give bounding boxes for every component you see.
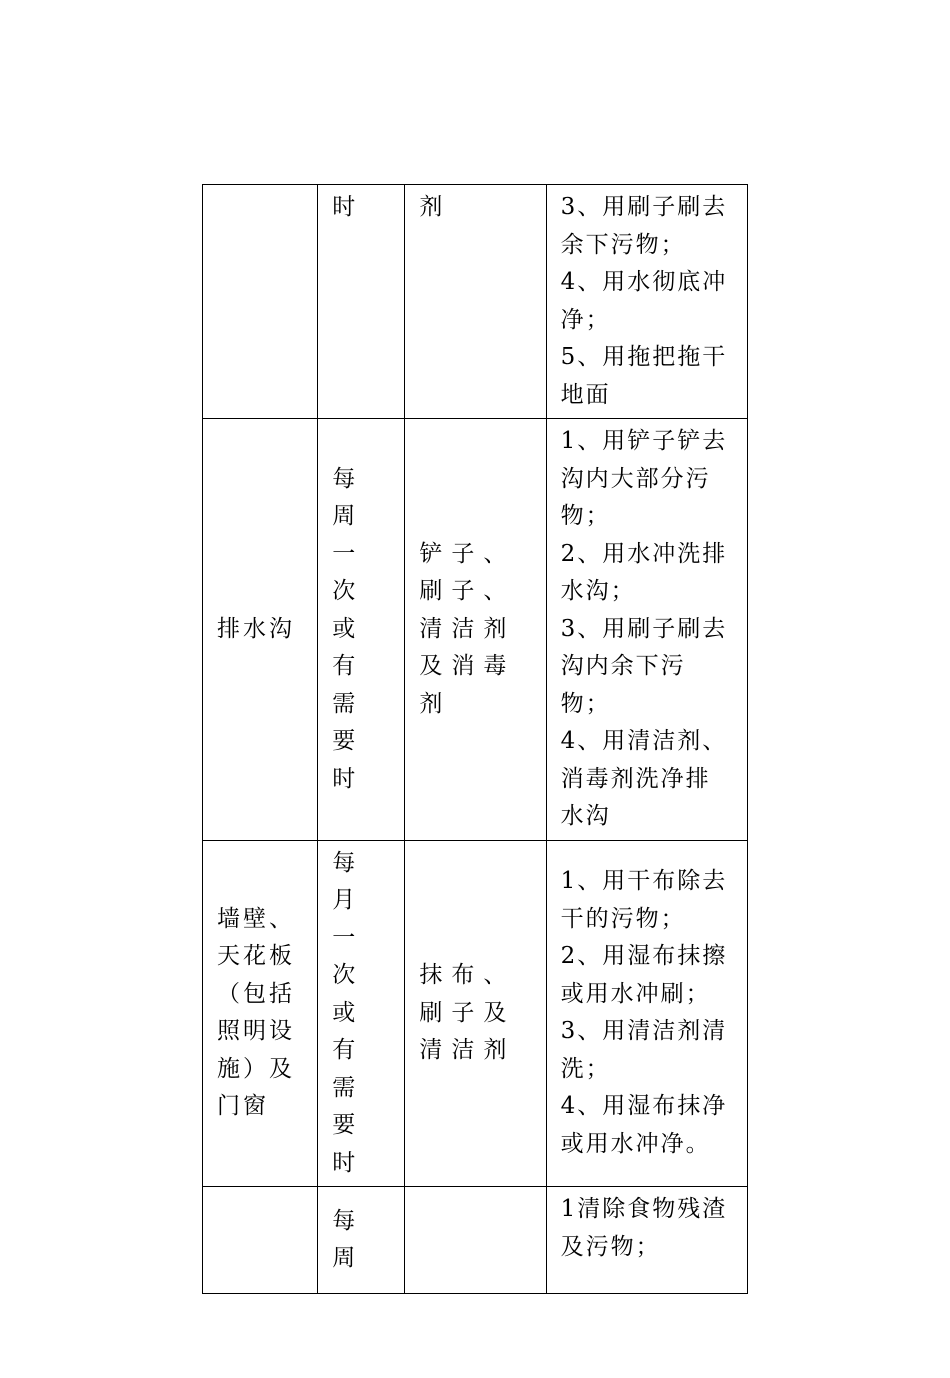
step-item: 1清除食物残渣及污物； — [560, 1196, 728, 1260]
area-cell — [203, 185, 318, 419]
tools-cell: 剂 — [405, 185, 546, 419]
frequency-cell: 每周一次或有需要时 — [318, 419, 405, 841]
tools-cell — [405, 1187, 546, 1294]
steps-cell — [546, 419, 747, 841]
area-cell: 排水沟 — [203, 419, 318, 841]
step-item: 1、用干布除去干的污物； — [560, 868, 728, 932]
step-item: 3、用刷子刷去余下污物； — [560, 194, 728, 258]
area-cell: 墙壁、天花板（包括照明设施）及门窗 — [203, 840, 318, 1187]
step-item: 3、用清洁剂清洗； — [560, 1018, 728, 1082]
step-item: 4、用清洁剂、消毒剂洗净排水沟 — [560, 728, 728, 829]
frequency-cell: 每周 — [318, 1187, 405, 1294]
area-cell — [203, 1187, 318, 1294]
steps-cell — [546, 185, 747, 419]
table-row — [203, 185, 748, 419]
steps-cell — [546, 840, 747, 1187]
tools-cell: 抹布、刷子及清洁剂 — [405, 840, 546, 1187]
tools-cell: 铲子、刷子、清洁剂及消毒剂 — [405, 419, 546, 841]
step-item: 4、用湿布抹净或用水冲净。 — [560, 1093, 728, 1157]
step-item: 5、用拖把拖干地面 — [560, 344, 728, 408]
table-row — [203, 840, 748, 1187]
step-item: 2、用湿布抹擦或用水冲刷； — [560, 943, 728, 1007]
frequency-cell: 每月一次或有需要时 — [318, 840, 405, 1187]
cleaning-schedule-table — [202, 184, 748, 1294]
table-row — [203, 1187, 748, 1294]
step-item: 3、用刷子刷去沟内余下污物； — [560, 615, 728, 717]
steps-cell — [546, 1187, 747, 1294]
table-row — [203, 419, 748, 841]
step-item: 1、用铲子铲去沟内大部分污物； — [560, 428, 728, 529]
step-item: 2、用水冲洗排水沟； — [560, 540, 728, 604]
step-item: 4、用水彻底冲净； — [560, 269, 728, 333]
frequency-cell: 时 — [318, 185, 405, 419]
